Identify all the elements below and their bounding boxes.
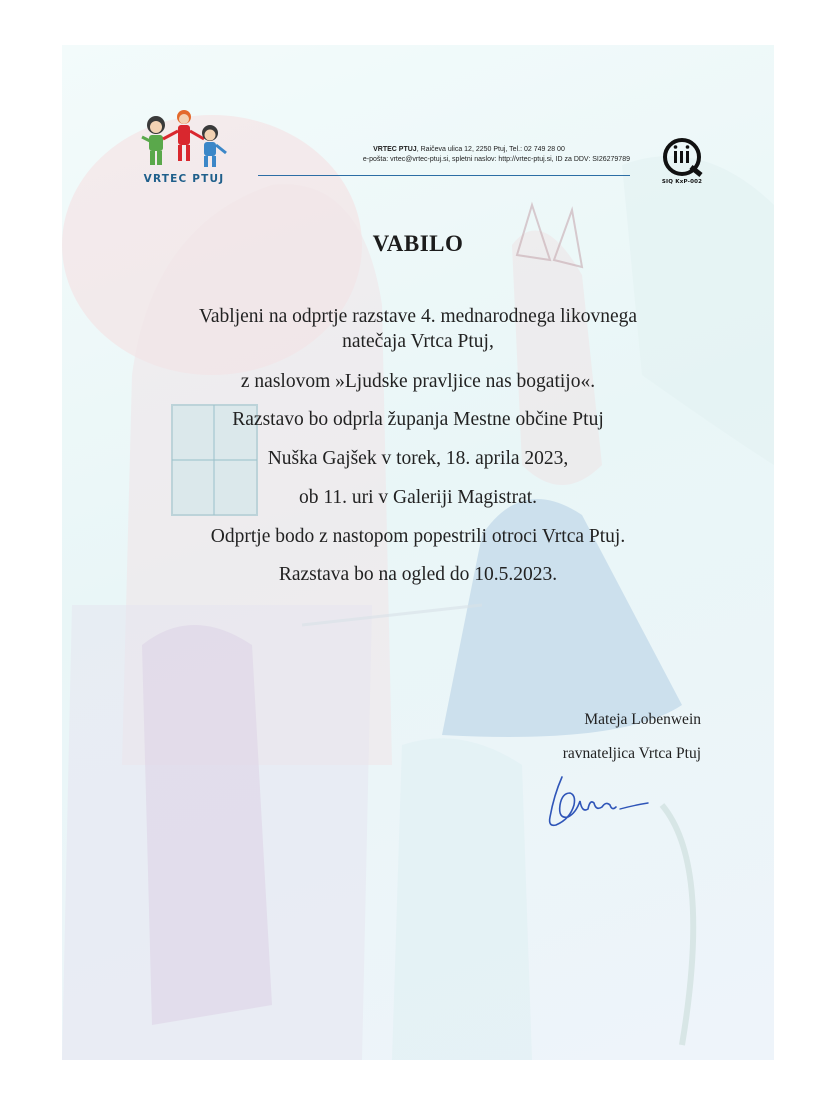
- invitation-sheet: [62, 45, 774, 1060]
- signer-role: ravnateljica Vrtca Ptuj: [562, 745, 701, 762]
- siq-quality-icon: [659, 135, 705, 179]
- organization-header: [258, 145, 630, 165]
- invitation-line-2: natečaja Vrtca Ptuj,: [342, 331, 494, 352]
- logo-text: VRTEC PTUJ: [143, 173, 225, 185]
- invitation-line-4: Razstavo bo odprla županja Mestne občine Ptuj: [232, 409, 604, 430]
- header-divider: [258, 175, 630, 176]
- invitation-title: VABILO: [372, 231, 464, 256]
- invitation-line-7: Odprtje bodo z nastopom popestrili otroci Vrtca Ptuj.: [210, 526, 626, 547]
- vrtec-ptuj-logo: [134, 107, 234, 189]
- org-contacts: e-pošta: vrtec@vrtec-ptuj.si, spletni naslov: http://vrtec-ptuj.si, ID za DDV: SI26279789: [362, 156, 630, 163]
- invitation-line-1: Vabljeni na odprtje razstave 4. mednarodnega likovnega: [198, 306, 638, 327]
- siq-certificate-mark: [659, 135, 705, 191]
- org-address: , Raičeva ulica 12, 2250 Ptuj, Tel.: 02 749 28 00: [416, 146, 565, 153]
- invitation-line-5: Nuška Gajšek v torek, 18. aprila 2023,: [267, 448, 569, 469]
- invitation-line-3: z naslovom »Ljudske pravljice nas bogatijo«.: [240, 371, 596, 392]
- cert-text: SIQ KxP-002: [661, 179, 703, 185]
- invitation-line-8: Razstava bo na ogled do 10.5.2023.: [278, 564, 558, 585]
- children-logo-icon: [134, 107, 234, 173]
- org-name: VRTEC PTUJ: [373, 146, 417, 153]
- org-address-line: [258, 145, 630, 155]
- signer-name: Mateja Lobenwein: [584, 711, 701, 728]
- watercolor-background: [62, 45, 774, 1060]
- invitation-line-6: ob 11. uri v Galeriji Magistrat.: [298, 487, 538, 508]
- handwritten-signature: [540, 765, 650, 835]
